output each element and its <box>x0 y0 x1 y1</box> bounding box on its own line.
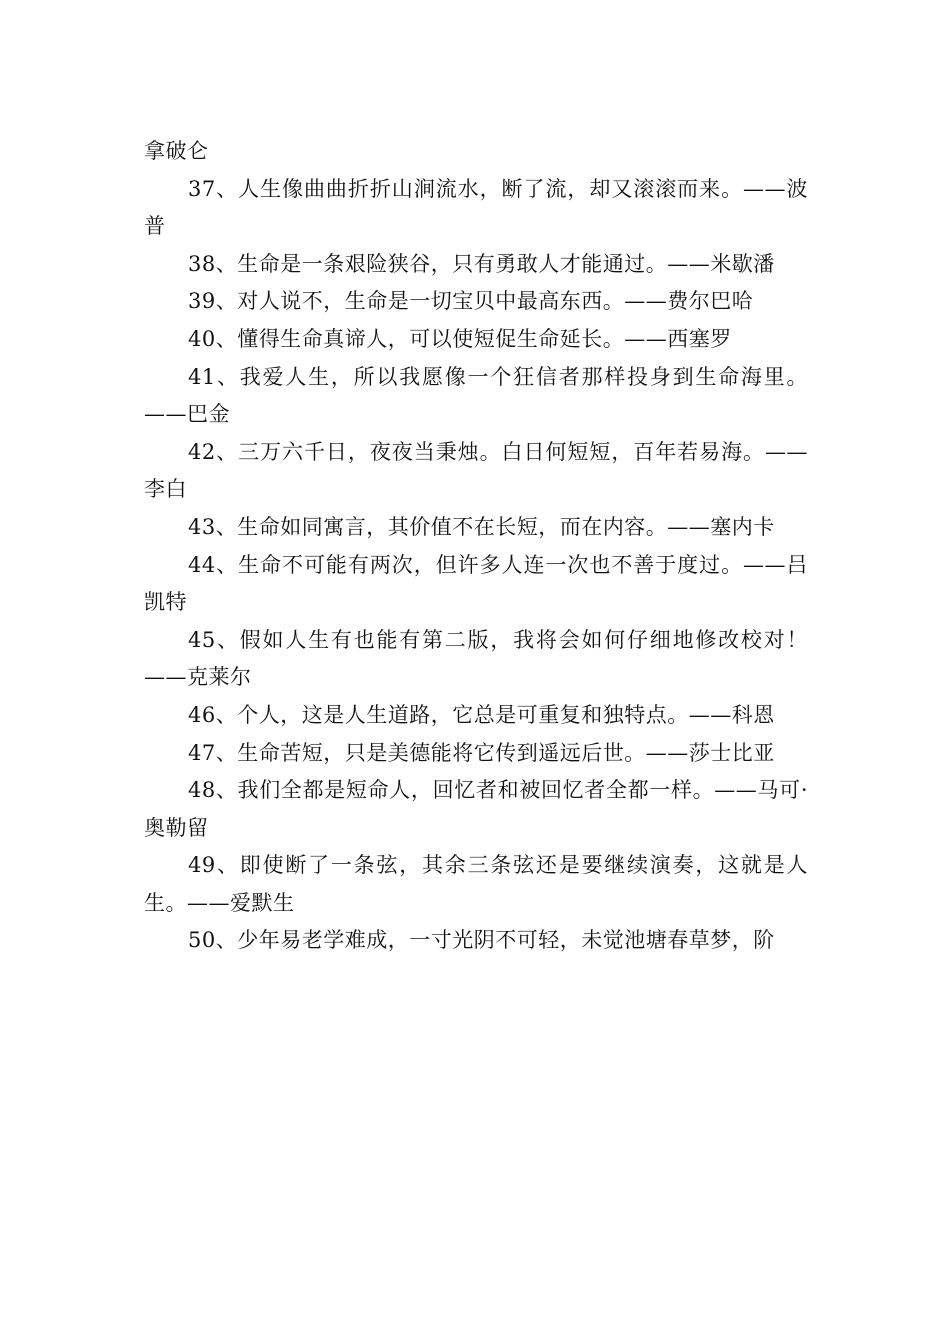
quote-author-continuation: 拿破仑 <box>144 139 209 163</box>
quote-47: 47、生命苦短，只是美德能将它传到遥远后世。——莎士比亚 <box>188 740 775 765</box>
quote-50: 50、少年易老学难成，一寸光阴不可轻，未觉池塘春草梦，阶 <box>188 928 775 953</box>
quote-37: 37、人生像曲曲折折山涧流水，断了流，却又滚滚而来。——波普 <box>144 176 808 239</box>
quote-41: 41、我爱人生，所以我愿像一个狂信者那样投身到生命海里。——巴金 <box>144 364 808 427</box>
quote-49: 49、即使断了一条弦，其余三条弦还是要继续演奏，这就是人生。——爱默生 <box>144 853 808 915</box>
quote-45: 45、假如人生有也能有第二版，我将会如何仔细地修改校对！——克莱尔 <box>144 627 808 690</box>
quote-text-block <box>144 133 808 960</box>
quote-42: 42、三万六千日，夜夜当秉烛。白日何短短，百年若易海。——李白 <box>144 439 808 502</box>
quote-46: 46、个人，这是人生道路，它总是可重复和独特点。——科恩 <box>188 702 775 727</box>
quote-39: 39、对人说不，生命是一切宝贝中最高东西。——费尔巴哈 <box>188 289 754 314</box>
quote-38: 38、生命是一条艰险狭谷，只有勇敢人才能通过。——米歇潘 <box>188 251 775 276</box>
quote-40: 40、懂得生命真谛人，可以使短促生命延长。——西塞罗 <box>188 326 732 351</box>
quote-43: 43、生命如同寓言，其价值不在长短，而在内容。——塞内卡 <box>188 514 775 539</box>
quote-48: 48、我们全都是短命人，回忆者和被回忆者全都一样。——马可·奥勒留 <box>144 778 808 840</box>
quote-44: 44、生命不可能有两次，但许多人连一次也不善于度过。——吕凯特 <box>144 552 808 615</box>
